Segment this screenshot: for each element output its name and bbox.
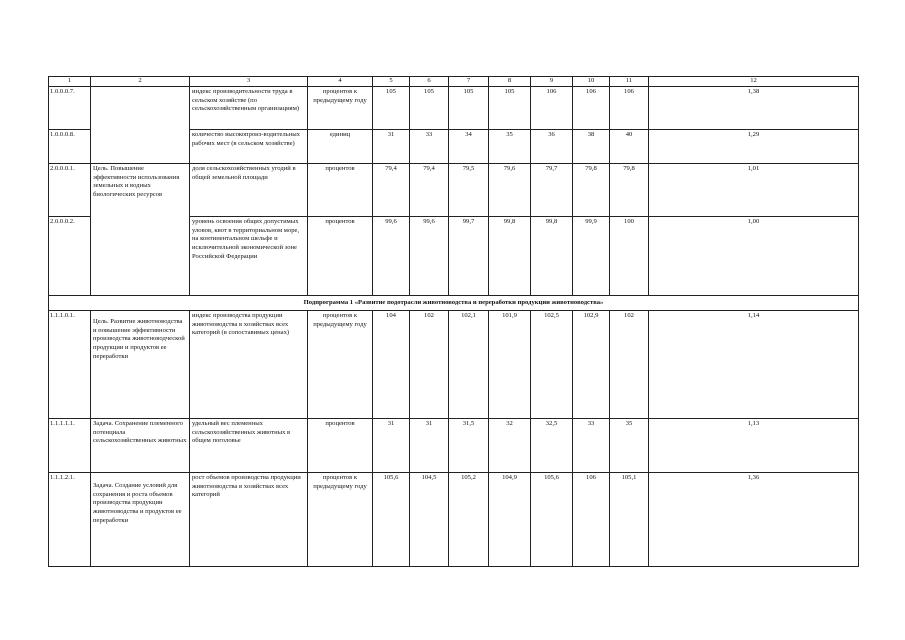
value-cell: 99,8 — [489, 217, 531, 296]
indicators-table — [48, 76, 859, 567]
value-cell: 35 — [610, 419, 649, 473]
unit-cell: процентов — [308, 164, 373, 217]
table-row — [49, 164, 859, 217]
row-code: 1.1.1.0.1. — [49, 311, 91, 419]
value-cell: 79,7 — [531, 164, 573, 217]
value-cell: 101,9 — [489, 311, 531, 419]
value-cell: 105,1 — [610, 473, 649, 567]
header-cell: 6 — [410, 77, 449, 87]
total-cell: 1,14 — [649, 311, 859, 419]
value-cell: 99,7 — [449, 217, 489, 296]
value-cell: 102 — [410, 311, 449, 419]
indicator-cell: количество высокопроиз-водительных рабочих мест (в сельском хозяйстве) — [190, 130, 308, 164]
value-cell: 102 — [610, 311, 649, 419]
value-cell: 79,8 — [573, 164, 610, 217]
value-cell: 102,5 — [531, 311, 573, 419]
unit-cell: процентов к предыдущему году — [308, 87, 373, 130]
indicator-cell: индекс производства продукции животноводства в хозяйствах всех категорий (в сопоставимых ценах) — [190, 311, 308, 419]
value-cell: 105,2 — [449, 473, 489, 567]
value-cell: 105 — [373, 87, 410, 130]
row-code: 1.1.1.2.1. — [49, 473, 91, 567]
value-cell: 105 — [410, 87, 449, 130]
value-cell: 105 — [489, 87, 531, 130]
goal-cell: Цель. Повышение эффективности использования земельных и водных биологических ресурсов — [91, 164, 190, 296]
indicator-cell: рост объемов производства продукции животноводства в хозяйствах всех категорий — [190, 473, 308, 567]
value-cell: 79,6 — [489, 164, 531, 217]
indicator-cell: доля сельскохозяйственных угодий в общей земельной площади — [190, 164, 308, 217]
total-cell: 1,13 — [649, 419, 859, 473]
value-cell: 106 — [531, 87, 573, 130]
value-cell: 31 — [373, 419, 410, 473]
table-row — [49, 87, 859, 130]
unit-cell: единиц — [308, 130, 373, 164]
goal-cell — [91, 311, 190, 419]
value-cell: 36 — [531, 130, 573, 164]
row-code: 1.1.1.1.1. — [49, 419, 91, 473]
value-cell: 32,5 — [531, 419, 573, 473]
total-cell: 1,36 — [649, 473, 859, 567]
subprogram-title: Подпрограмма 1 «Развитие подотрасли животноводства и переработки продукции животноводства» — [49, 296, 859, 311]
header-cell: 7 — [449, 77, 489, 87]
total-cell: 1,38 — [649, 87, 859, 130]
indicator-cell: индекс производительности труда в сельском хозяйстве (по сельскохозяйственным организациям) — [190, 87, 308, 130]
value-cell: 102,1 — [449, 311, 489, 419]
header-row — [49, 77, 859, 87]
header-cell: 12 — [649, 77, 859, 87]
value-cell: 104,9 — [489, 473, 531, 567]
goal-cell: Задача. Сохранение племенного потенциала сельскохозяйственных животных — [91, 419, 190, 473]
header-cell: 5 — [373, 77, 410, 87]
value-cell: 33 — [573, 419, 610, 473]
value-cell: 105 — [449, 87, 489, 130]
table-row — [49, 473, 859, 567]
value-cell: 105,6 — [373, 473, 410, 567]
goal-text: Задача. Создание условий для сохранения и роста объемов производства продукции животноводства и продуктов ее переработки — [93, 482, 182, 524]
value-cell: 99,6 — [410, 217, 449, 296]
indicator-cell: удельный вес племенных сельскохозяйственных животных в общем поголовье — [190, 419, 308, 473]
table-row — [49, 419, 859, 473]
total-cell: 1,00 — [649, 217, 859, 296]
subprogram-row — [49, 296, 859, 311]
value-cell: 34 — [449, 130, 489, 164]
header-cell: 2 — [91, 77, 190, 87]
value-cell: 100 — [610, 217, 649, 296]
value-cell: 102,9 — [573, 311, 610, 419]
value-cell: 31 — [410, 419, 449, 473]
value-cell: 38 — [573, 130, 610, 164]
value-cell: 79,5 — [449, 164, 489, 217]
header-cell: 8 — [489, 77, 531, 87]
goal-cell — [91, 473, 190, 567]
value-cell: 31 — [373, 130, 410, 164]
value-cell: 79,8 — [610, 164, 649, 217]
value-cell: 106 — [610, 87, 649, 130]
value-cell: 79,4 — [373, 164, 410, 217]
header-cell: 9 — [531, 77, 573, 87]
header-cell: 11 — [610, 77, 649, 87]
value-cell: 32 — [489, 419, 531, 473]
document-page — [48, 76, 858, 567]
header-cell: 4 — [308, 77, 373, 87]
header-cell: 1 — [49, 77, 91, 87]
value-cell: 106 — [573, 87, 610, 130]
indicator-cell: уровень освоения общих допустимых уловов, квот в территориальном море, на континентальном шельфе и исключительной экономической зоне Российской Федерации — [190, 217, 308, 296]
header-cell: 3 — [190, 77, 308, 87]
unit-cell: процентов — [308, 217, 373, 296]
total-cell: 1,01 — [649, 164, 859, 217]
value-cell: 105,6 — [531, 473, 573, 567]
total-cell: 1,29 — [649, 130, 859, 164]
table-row — [49, 311, 859, 419]
row-code: 2.0.0.0.1. — [49, 164, 91, 217]
value-cell: 40 — [610, 130, 649, 164]
value-cell: 33 — [410, 130, 449, 164]
value-cell: 35 — [489, 130, 531, 164]
goal-text: Цель. Развитие животноводства и повышение эффективности производства животноводческой продукции и продуктов ее переработки — [93, 318, 185, 360]
value-cell: 106 — [573, 473, 610, 567]
unit-cell: процентов к предыдущему году — [308, 473, 373, 567]
value-cell: 99,8 — [531, 217, 573, 296]
value-cell: 99,9 — [573, 217, 610, 296]
unit-cell: процентов — [308, 419, 373, 473]
value-cell: 99,6 — [373, 217, 410, 296]
row-code: 2.0.0.0.2. — [49, 217, 91, 296]
value-cell: 31,5 — [449, 419, 489, 473]
value-cell: 104 — [373, 311, 410, 419]
goal-cell — [91, 87, 190, 164]
value-cell: 104,5 — [410, 473, 449, 567]
header-cell: 10 — [573, 77, 610, 87]
unit-cell: процентов к предыдущему году — [308, 311, 373, 419]
value-cell: 79,4 — [410, 164, 449, 217]
row-code: 1.0.0.0.8. — [49, 130, 91, 164]
row-code: 1.0.0.0.7. — [49, 87, 91, 130]
